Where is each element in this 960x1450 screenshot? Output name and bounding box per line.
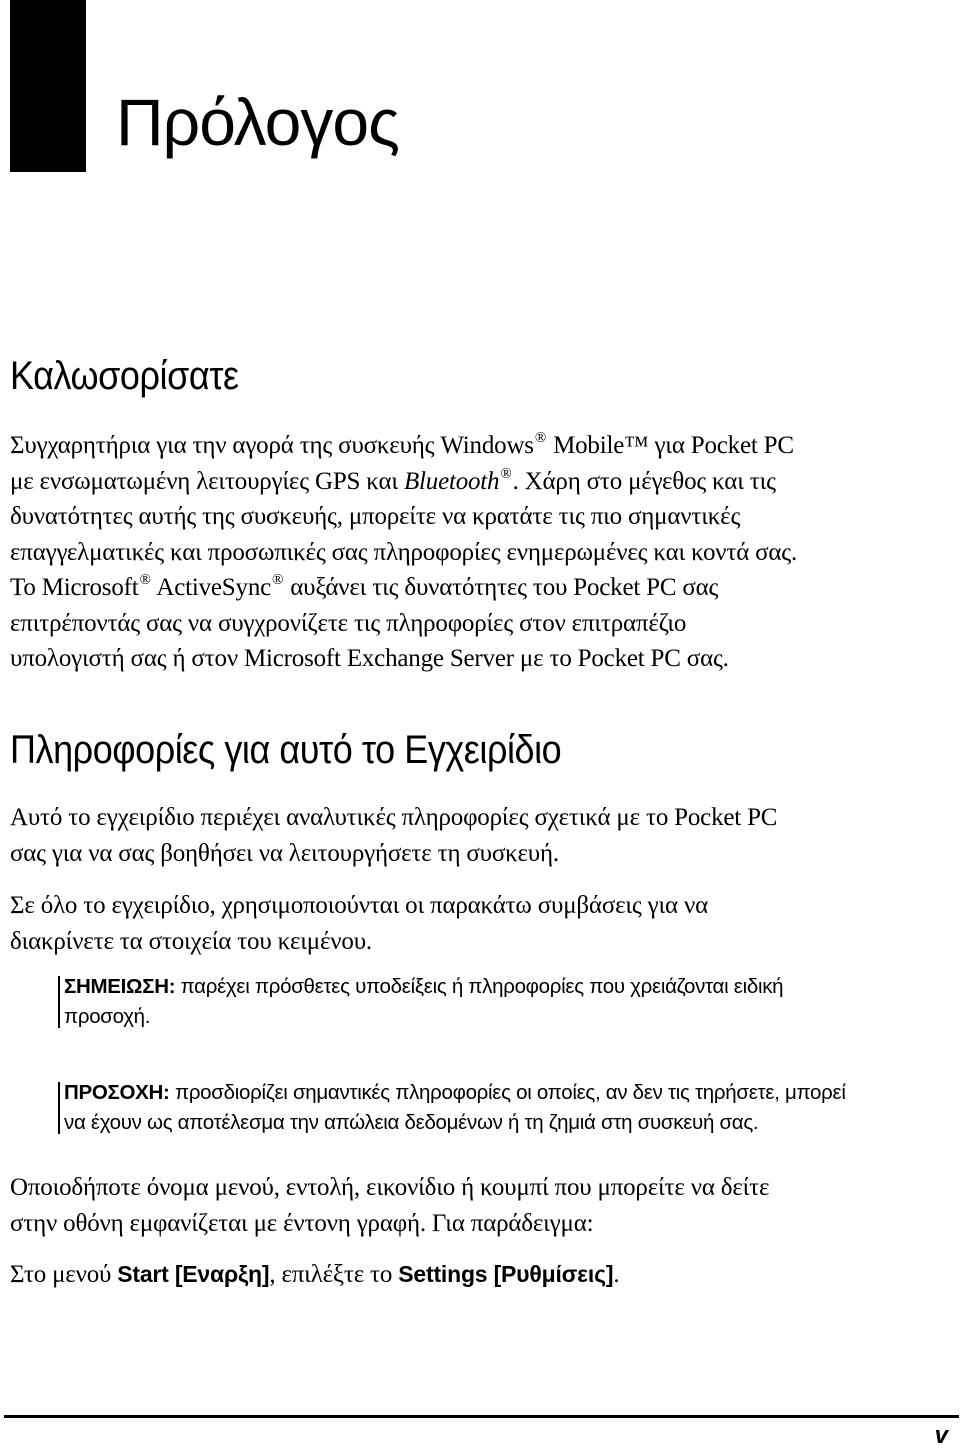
page-number: v [934,1422,948,1449]
text-line: Οποιοδήποτε όνομα μενού, εντολή, εικονίδιο ή κουμπί που μπορείτε να δείτε [10,1174,770,1201]
note-rule [58,976,60,1028]
text-line: να έχουν ως αποτέλεσμα την απώλεια δεδομένων ή τη ζημιά στη συσκευή σας. [64,1111,759,1134]
text-line: Σε όλο το εγχειρίδιο, χρησιμοποιούνται οι παρακάτω συμβάσεις για να [10,892,708,919]
text-line [64,972,944,1002]
text-run: αυξάνει τις δυνατότητες του Pocket PC σας [284,574,719,601]
text-line [64,1078,944,1108]
registered-mark: ® [500,465,512,482]
start-menu-name: Start [Εναρξη] [117,1261,270,1287]
note-label: ΣΗΜΕΙΩΣΗ: [64,975,176,998]
welcome-paragraph [10,428,955,677]
text-run: Συγχαρητήρια για την αγορά της συσκευής Windows [10,432,534,459]
text-line: σας για να σας βοηθήσει να λειτουργήσετε τη συσκευή. [10,839,559,867]
caution-box [64,1078,944,1138]
text-line [10,464,955,500]
text-run: . Χάρη στο μέγεθος και τις [512,467,776,495]
registered-mark: ® [272,572,284,588]
text-run: Στο μενού [10,1261,118,1288]
settings-menu-name: Settings [Ρυθμίσεις] [398,1261,614,1287]
text-line [10,570,955,606]
text-line: επαγγελματικές και προσωπικές σας πληροφορίες ενημερωμένες και κοντά σας. [10,538,798,566]
text-run: ActiveSync [151,574,272,601]
manual-paragraph-1 [10,800,955,871]
registered-mark: ® [139,572,151,588]
text-line: υπολογιστή σας ή στον Microsoft Exchange Server με το Pocket PC σας. [10,645,729,672]
menu-convention-paragraph [10,1170,955,1241]
text-line [10,1257,955,1293]
text-line: Αυτό το εγχειρίδιο περιέχει αναλυτικές πληροφορίες σχετικά με το Pocket PC [10,804,778,831]
text-run: προσδιορίζει σημαντικές πληροφορίες οι οποίες, αν δεν τις τηρήσετε, μπορεί [169,1081,846,1104]
text-run: με ενσωματωμένη λειτουργίες GPS και [10,467,404,495]
text-run: , επιλέξτε το [269,1261,399,1288]
text-line: δυνατότητες αυτής της συσκευής, μπορείτε να κρατάτε τις πιο σημαντικές [10,503,741,530]
text-line: προσοχή. [64,1005,151,1028]
section-heading-manual: Πληροφορίες για αυτό το Εγχειρίδιο [10,728,562,772]
note-box [64,972,944,1032]
text-run: . [613,1261,620,1288]
registered-mark: ® [534,430,547,446]
text-line: διακρίνετε τα στοιχεία του κειμένου. [10,927,372,955]
chapter-title-bar [10,0,86,172]
manual-paragraph-2 [10,888,955,959]
text-line: επιτρέποντάς σας να συγχρονίζετε τις πληροφορίες στον επιτραπέζιο [10,609,687,637]
footer-rule [4,1415,959,1418]
caution-rule [58,1082,60,1134]
text-run: Mobile™ για Pocket PC [547,432,794,459]
text-line [10,428,955,464]
example-paragraph [10,1257,955,1293]
bluetooth-italic: Bluetooth [403,467,500,495]
chapter-title: Πρόλογος [116,85,399,159]
text-run: Το Microsoft [10,574,139,601]
text-line: στην οθόνη εμφανίζεται με έντονη γραφή. Για παράδειγμα: [10,1209,594,1237]
text-run: παρέχει πρόσθετες υποδείξεις ή πληροφορίες που χρειάζονται ειδική [175,975,784,998]
caution-label: ΠΡΟΣΟΧΗ: [64,1081,170,1104]
section-heading-welcome: Καλωσορίσατε [10,354,239,398]
